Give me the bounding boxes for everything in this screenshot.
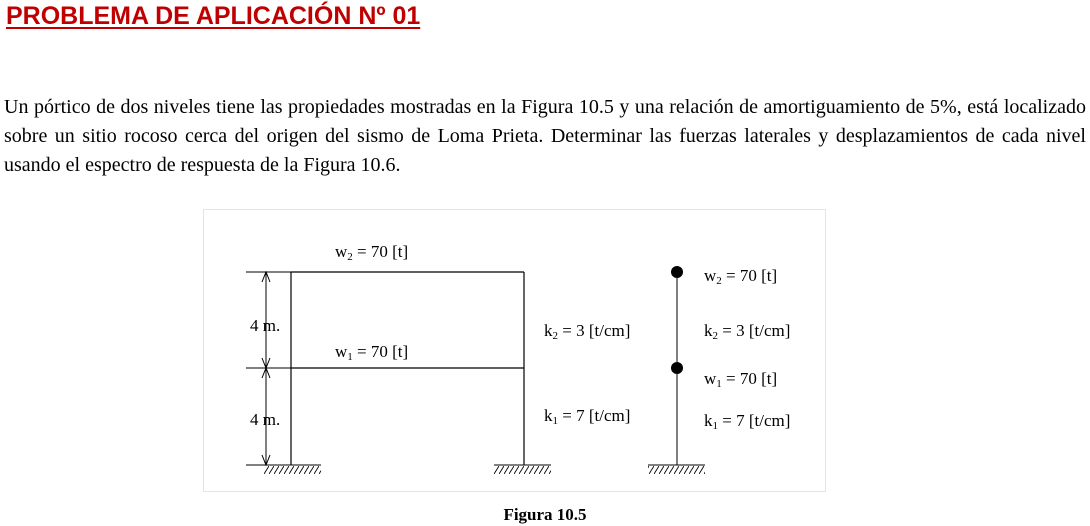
mass-node-2	[671, 266, 683, 278]
frame-k1-label: $k_1 = 7$ [t/cm]	[544, 406, 631, 427]
model-k1-label: $k_1 = 7$ [t/cm]	[704, 411, 791, 432]
model-w2-label: $w_2 = 70$ [t]	[704, 266, 778, 287]
frame-height-lower: 4 m.	[250, 410, 281, 429]
page-title: PROBLEMA DE APLICACIÓN Nº 01	[6, 2, 421, 30]
figure-10-5	[203, 209, 826, 492]
two-story-frame	[291, 272, 524, 465]
frame-k2-label: $k_2 = 3$ [t/cm]	[544, 321, 631, 342]
problem-statement: Un pórtico de dos niveles tiene las propiedades mostradas en la Figura 10.5 y una relación de amortiguamiento de 5%, está localizado sobre un sitio rocoso cerca del origen del sismo de Loma Prieta. Determinar las fuerzas laterales y desplazamientos de cada nivel usando el espectro de respuesta de la Figura 10.6.	[4, 96, 1086, 176]
dimension-line	[246, 272, 291, 465]
frame-w2-label: $w_2 = 70$ [t]	[335, 242, 409, 263]
lumped-mass-model	[648, 266, 705, 474]
model-k2-label: $k_2 = 3$ [t/cm]	[704, 321, 791, 342]
figure-caption: Figura 10.5	[503, 505, 587, 524]
frame-height-upper: 4 m.	[250, 316, 281, 335]
model-w1-label: $w_1 = 70$ [t]	[704, 369, 778, 390]
frame-drawing	[204, 210, 827, 493]
fixed-support-left	[264, 465, 321, 474]
fixed-support-right	[494, 465, 551, 474]
frame-w1-label: $w_1 = 70$ [t]	[335, 342, 409, 363]
mass-node-1	[671, 362, 683, 374]
